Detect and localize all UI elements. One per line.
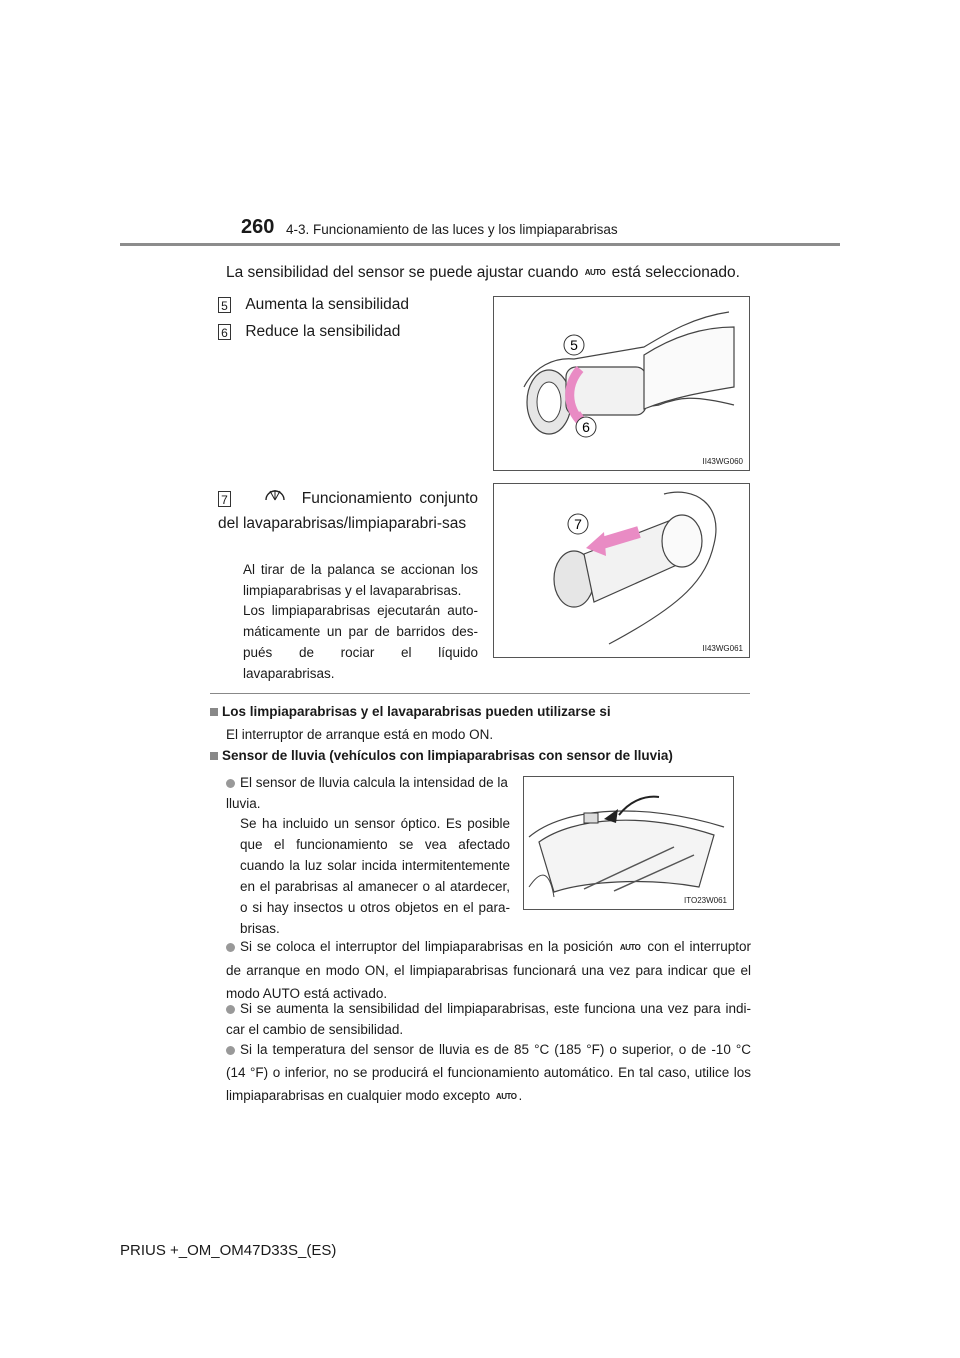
item-label: Aumenta la sensibilidad [245,296,410,313]
bullet-text: Si se coloca el interruptor del limpiaparabrisas en la posición [240,939,613,954]
callout-7: 7 [574,516,582,532]
intro-text-after: está seleccionado. [611,264,740,282]
note-heading-text: Sensor de lluvia (vehículos con limpiaparabrisas con sensor de lluvia) [222,748,673,763]
item-number: 7 [218,491,231,507]
item-7-note-2: Los limpiaparabrisas ejecutarán auto-máticamente un par de barridos des-pués de rociar el líquido lavaparabrisas. [243,603,478,681]
header-rule [120,243,840,246]
figure-code: ITO23W061 [684,896,727,905]
bullet-text: El sensor de lluvia calcula la intensidad de la lluvia. [226,775,508,811]
auto-mode-icon: AUTO [584,268,606,277]
item-label: Funcionamiento conjunto del lavaparabrisas/limpiaparabri-sas [218,490,479,532]
bullet-text: Si la temperatura del sensor de lluvia es de 85 °C (185 °F) o superior, o de -10 °C (14 °F) o inferior, no se producirá el funcionamiento automático. En tal caso, utilice los limpiaparabrisas en cualquier modo excepto [226,1042,751,1103]
note-bullet-1 [226,772,510,814]
callout-5: 5 [570,337,578,353]
figure-washer-lever [493,483,750,658]
note-heading-text: Los limpiaparabrisas y el lavaparabrisas pueden utilizarse si [222,704,611,719]
circle-bullet-icon [226,1005,235,1014]
note-bullet-1-detail: Se ha incluido un sensor óptico. Es posible que el funcionamiento se vea afectado cuando la luz solar incida intermitentemente en el parabrisas al amanecer o al atardecer, o si hay insectos u otros objetos en el para-brisas. [240,816,510,936]
auto-mode-icon: AUTO [619,942,641,952]
item-number: 6 [218,324,231,340]
washer-lever-illustration [494,484,749,657]
note-bullet-2 [226,935,751,1005]
item-7-note-1: Al tirar de la palanca se accionan los limpiaparabrisas y el lavaparabrisas. [243,562,478,598]
bullet-text: Si se aumenta la sensibilidad del limpiaparabrisas, este funciona una vez para indi-car el cambio de sensibilidad. [226,1001,751,1037]
washer-icon [264,486,286,512]
square-bullet-icon [210,752,218,760]
page-number: 260 [241,216,275,238]
item-number: 5 [218,297,231,313]
figure-rain-sensor [523,776,734,910]
note-bullet-3 [226,998,751,1040]
figure-code: II43WG061 [702,644,743,653]
intro-text-before: La sensibilidad del sensor se puede ajustar cuando [226,264,579,282]
item-7 [218,486,478,536]
bullet-text: . [518,1088,523,1103]
square-bullet-icon [210,708,218,716]
auto-mode-icon: AUTO [495,1091,517,1101]
item-5 [218,293,409,317]
circle-bullet-icon [226,1046,235,1055]
note-paragraph-1: El interruptor de arranque está en modo ON. [226,727,494,742]
item-label: Reduce la sensibilidad [245,323,401,340]
wiper-lever-illustration [494,297,749,470]
note-heading-1 [210,704,611,719]
note-bullet-4 [226,1038,751,1108]
callout-6: 6 [582,419,590,435]
circle-bullet-icon [226,943,235,952]
bullet-text: con el interruptor de arranque en modo ON, el limpiaparabrisas funcionará una vez para indicar que el modo AUTO está activado. [226,939,751,1001]
figure-code: II43WG060 [702,457,743,466]
footer-model-code: PRIUS +_OM_OM47D33S_(ES) [120,1242,337,1259]
note-heading-2 [210,748,673,763]
item-6 [218,320,400,344]
figure-wiper-knob-sensitivity [493,296,750,471]
windshield-illustration [524,777,733,909]
circle-bullet-icon [226,779,235,788]
intro-paragraph [226,261,786,285]
section-title: 4-3. Funcionamiento de las luces y los limpiaparabrisas [286,222,618,237]
section-divider [210,693,750,694]
